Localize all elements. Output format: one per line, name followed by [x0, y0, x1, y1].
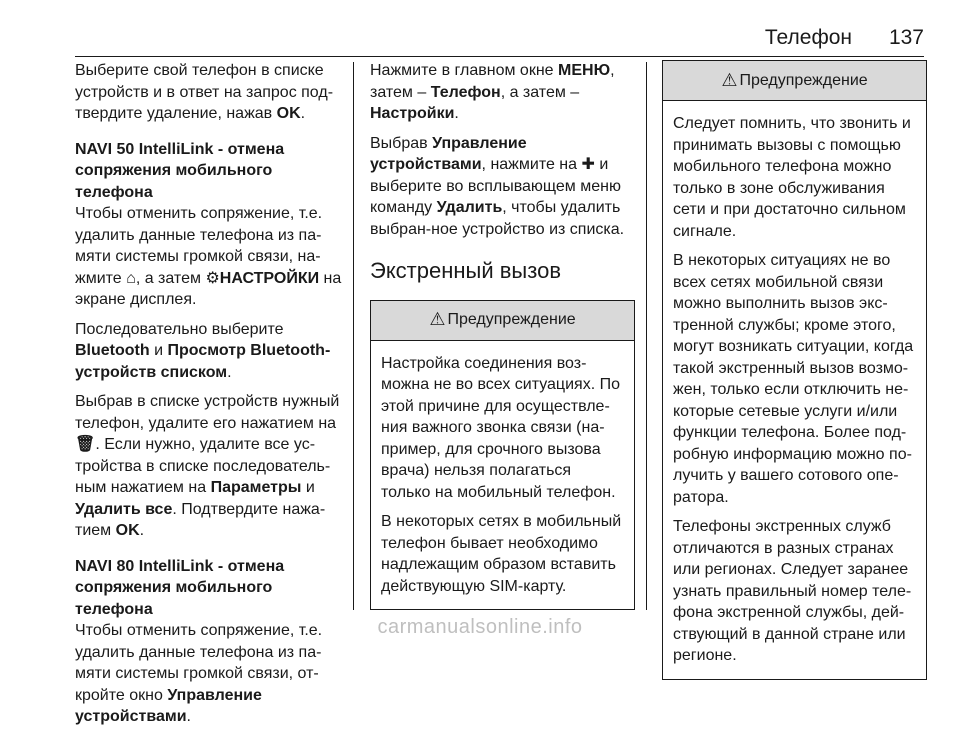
paragraph: Нажмите в главном окне МЕНЮ, затем – Телефон, а затем – Настройки.	[370, 62, 615, 122]
page-header	[0, 0, 960, 62]
paragraph: Выберите свой телефон в списке устройств и в ответ на запрос под-твердите удаление, нажав OK.	[75, 62, 334, 122]
warning-icon: ⚠	[429, 309, 446, 330]
home-icon: ⌂	[126, 269, 136, 287]
column-2	[370, 60, 635, 610]
column-3	[662, 60, 927, 680]
watermark: carmanualsonline.info	[377, 616, 583, 638]
warning-text: В некоторых ситуациях не во всех сетях мобильной связи можно выполнить вызов экс-тренной службы; кроме этого, могут возникать ситуации, когда такой экстренный вызов возмо-жен, только если отключить не-которые сетевые услуги и/или функции телефона. Более под-робную информацию можно по-лучить у вашего сотового опе-ратора.	[673, 252, 914, 506]
column-divider-1	[353, 62, 354, 610]
paragraph: Чтобы отменить сопряжение, т.е. удалить данные телефона из па-мяти системы громкой связи, от-кройте окно Управление устройствами.	[75, 622, 323, 725]
plus-icon: ✚	[581, 156, 595, 173]
section-title: Экстренный вызов	[370, 258, 562, 283]
warning-text: Телефоны экстренных служб отличаются в разных странах или регионах. Следует заранее узнать правильный номер теле-фона экстренной службы, дей-ствующий в данной стране или регионе.	[673, 518, 912, 664]
warning-header: ⚠ Предупреждение	[371, 301, 634, 341]
paragraph: Чтобы отменить сопряжение, т.е. удалить данные телефона из па-мяти системы громкой связи, на-жмите ⌂, а затем ⚙НАСТРОЙКИ на экране дисплея.	[75, 205, 342, 308]
paragraph: Выбрав Управление устройствами, нажмите на ✚ и выберите во всплывающем меню команду Удалить, чтобы удалить выбран-ное устройство из списка.	[370, 134, 625, 238]
warning-body	[663, 101, 926, 679]
header-rule	[75, 56, 924, 57]
warning-header: ⚠ Предупреждение	[663, 61, 926, 101]
page-number: 137	[888, 26, 924, 49]
warning-body	[371, 341, 634, 610]
paragraph: Последовательно выберите Bluetooth и Просмотр Bluetooth-устройств списком.	[75, 320, 331, 381]
warning-text: В некоторых сетях в мобильный телефон бывает необходимо надлежащим образом вставить действующую SIM-карту.	[381, 513, 622, 595]
subheading-navi50: NAVI 50 IntelliLink - отмена сопряжения мобильного телефона	[75, 140, 285, 201]
warning-box	[370, 300, 635, 611]
warning-icon: ⚠	[721, 69, 738, 90]
paragraph: Выбрав в списке устройств нужный телефон, удалите его нажатием на 🗑. Если нужно, удалите все ус-тройства в списке последователь-ным нажатием на Параметры и Удалить все. Подтвердите нажа-тием OK.	[75, 393, 340, 539]
warning-text: Настройка соединения воз-можна не во всех ситуациях. По этой причине для осуществле-ния важного звонка связи (на-пример, для срочного вызова врача) нельзя полагаться только на мобильный телефон.	[381, 354, 620, 501]
warning-box	[662, 60, 927, 680]
warning-text: Следует помнить, что звонить и принимать вызовы с помощью мобильного телефона можно только в зоне обслуживания сети и при достаточно сильном сигнале.	[673, 115, 911, 240]
page-title: Телефон	[764, 26, 852, 49]
gear-icon: ⚙	[205, 269, 220, 287]
column-divider-2	[646, 62, 647, 610]
subheading-navi80: NAVI 80 IntelliLink - отмена сопряжения мобильного телефона	[75, 557, 285, 618]
trash-icon: 🗑	[75, 436, 96, 453]
